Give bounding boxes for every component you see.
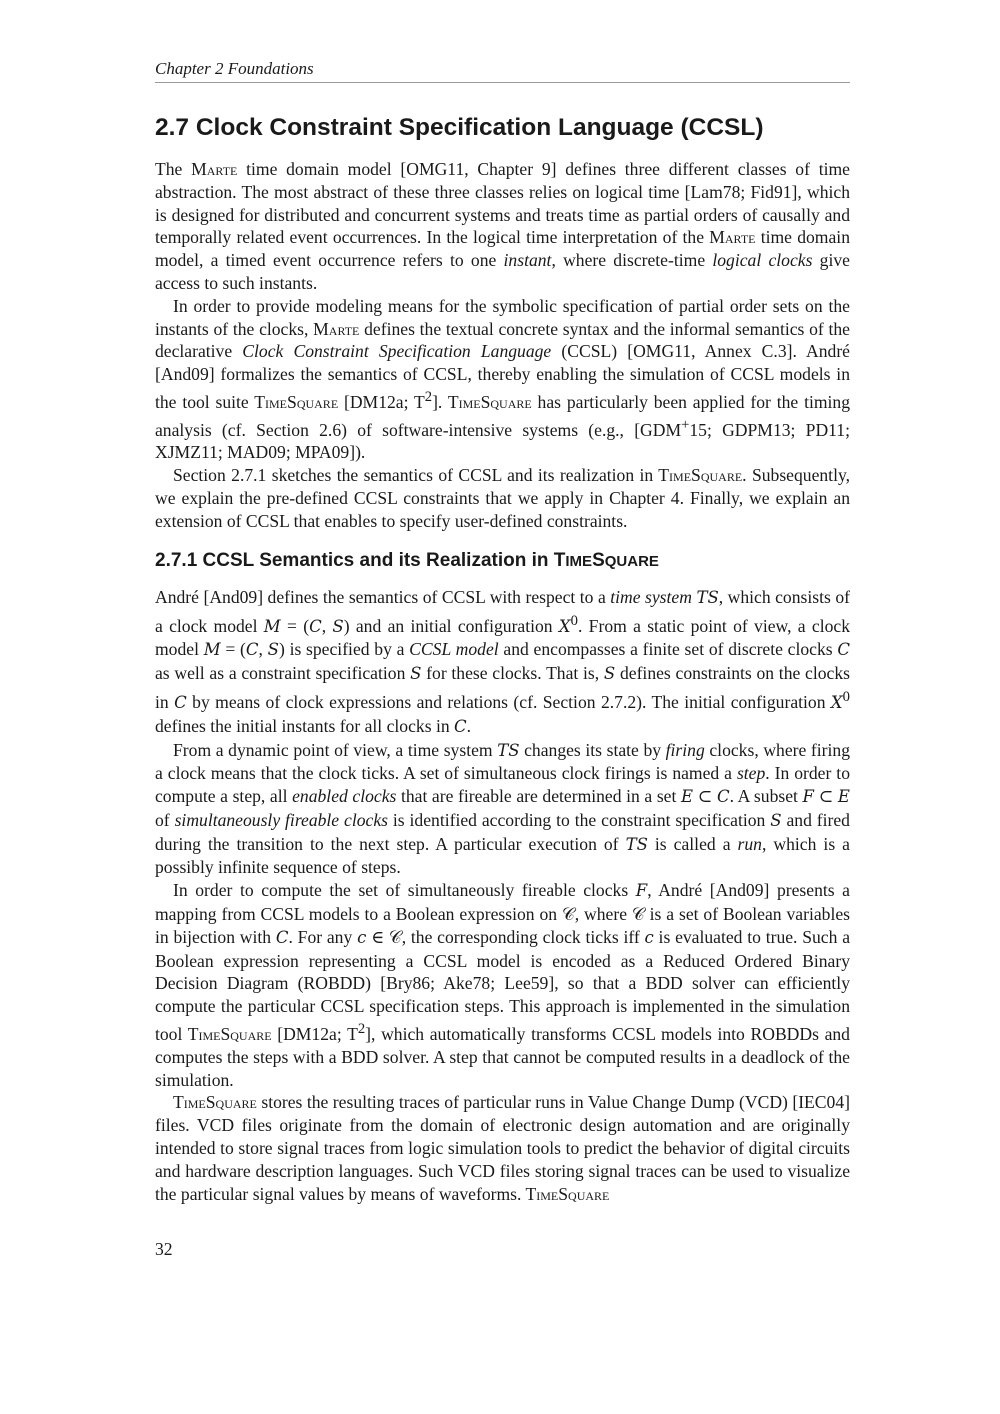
section-title: 2.7 Clock Constraint Specification Language (CCSL) [155,114,764,141]
subsection-number-text: 2.7.1 CCSL Semantics and its Realization in [155,550,554,571]
subsection-tool-name: TIMESQUARE [553,550,659,571]
section-body [155,158,850,532]
subsection-paragraph-4: TimeSquare stores the resulting traces of particular runs in Value Change Dump (VCD) [IEC04] files. VCD files originate from the domain of electronic design automation and are originally intended to store signal traces from logic simulation tools to predict the behavior of digital circuits and hardware description languages. Such VCD files storing signal traces can be used to visualize the particular signal values by means of waveforms. TimeSquare [155,1092,850,1204]
subsection-paragraph-2: From a dynamic point of view, a time system TS changes its state by firing clocks, where firing a clock means that the clock ticks. A set of simultaneous clock firings is named a step. In order to compute a step, all enabled clocks that are fireable are determined in a set E ⊂ C. A subset F ⊂ E of simultaneously fireable clocks is identified according to the constraint specification S and fired during the transition to the next step. A particular execution of TS is called a run, which is a possibly infinite sequence of steps. [155,739,850,878]
section-paragraph-3: Section 2.7.1 sketches the semantics of CCSL and its realization in TimeSquare. Subsequently, we explain the pre-defined CCSL constraints that we apply in Chapter 4. Finally, we explain an extension of CCSL that enables to specify user-defined constraints. [155,465,851,531]
subsection-paragraph-3: In order to compute the set of simultaneously fireable clocks F, André [And09] presents a mapping from CCSL models to a Boolean expression on 𝒞, where 𝒞 is a set of Boolean variables in bijection with C. For any c ∈ 𝒞, the corresponding clock ticks iff c is evaluated to true. Such a Boolean expression representing a CCSL model is encoded as a Reduced Ordered Binary Decision Diagram (ROBDD) [Bry86; Ake78; Lee59], so that a BDD solver can efficiently compute the particular CCSL specification steps. This approach is implemented in the simulation tool TimeSquare [DM12a; $T^2$], which automatically transforms CCSL models into ROBDDs and computes the steps with a BDD solver. A step that cannot be computed results in a deadlock of the simulation. [155,880,851,1090]
subsection-body [155,586,850,1205]
running-head: Chapter 2 Foundations [155,58,850,83]
section-paragraph-1: The Marte time domain model [OMG11, Chapter 9] defines three different classes of time abstraction. The most abstract of these three classes relies on logical time [Lam78; Fid91], which is designed for distributed and concurrent systems and treats time as partial orders of causally and temporally related event occurrences. In the logical time interpretation of the Marte time domain model, a timed event occurrence refers to one instant, where discrete-time logical clocks give access to such instants. [155,159,850,293]
subsection-paragraph-1: André [And09] defines the semantics of CCSL with respect to a time system TS, which consists of a clock model M = (C, S) and an initial configuration $X^0$. From a static point of view, a clock model M = (C, S) is specified by a CCSL model and encompasses a finite set of discrete clocks C as well as a constraint specification S for these clocks. That is, S defines constraints on the clocks in C by means of clock expressions and relations (cf. Section 2.7.2). The initial configuration $X^0$ defines the initial instants for all clocks in C. [155,587,851,736]
subsection-title [155,548,850,575]
page-number: 32 [155,1239,173,1259]
section-paragraph-2: In order to provide modeling means for the symbolic specification of partial order sets on the instants of the clocks, Marte defines the textual concrete syntax and the informal semantics of the declarative Clock Constraint Specification Language (CCSL) [OMG11, Annex C.3]. André [And09] formalizes the semantics of CCSL, thereby enabling the simulation of CCSL models in the tool suite TimeSquare [DM12a; $T^2$]. TimeSquare has particularly been applied for the timing analysis (cf. Section 2.6) of software-intensive systems (e.g., [GDM+15; GDPM13; PD11; XJMZ11; MAD09; MPA09]). [155,295,851,463]
